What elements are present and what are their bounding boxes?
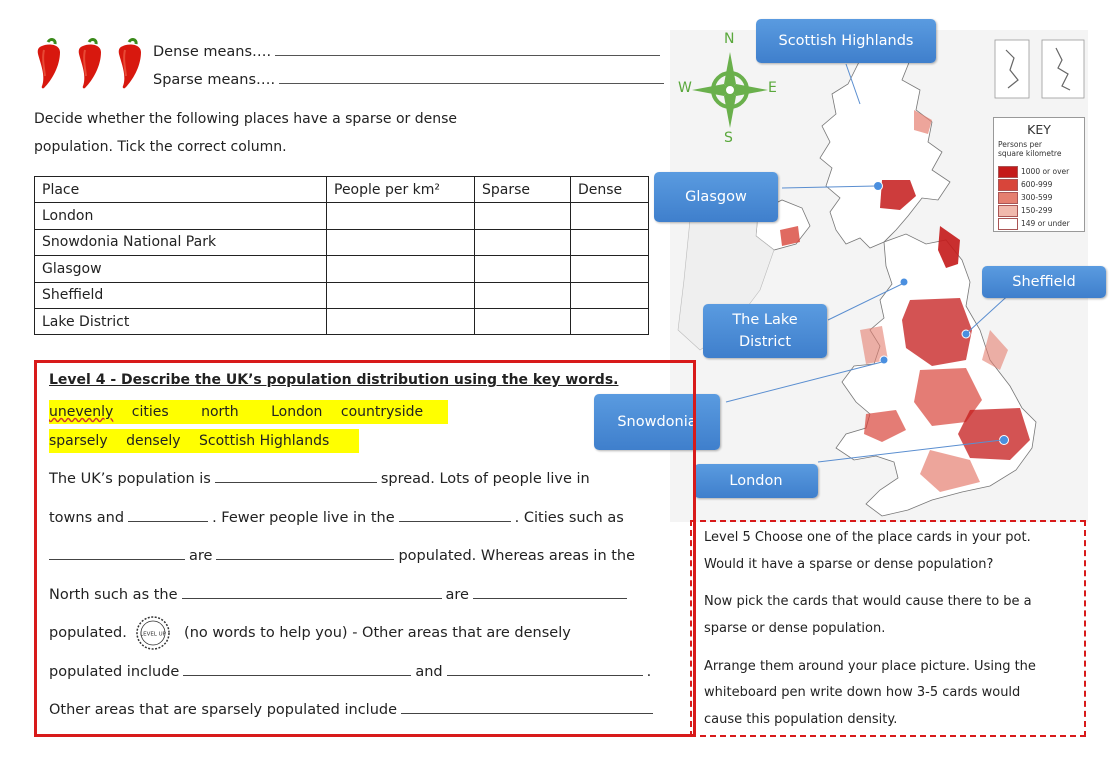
sparse-cell[interactable] xyxy=(475,308,571,334)
place-cell: Sheffield xyxy=(35,282,327,308)
level-5-line: Now pick the cards that would cause there to be a xyxy=(704,594,1032,609)
table-row xyxy=(35,282,649,308)
sparse-cell[interactable] xyxy=(475,203,571,229)
population-table xyxy=(34,176,649,335)
sparse-cell[interactable] xyxy=(475,229,571,255)
keyword-row-2 xyxy=(49,429,359,453)
people-cell[interactable] xyxy=(327,256,475,282)
people-cell[interactable] xyxy=(327,229,475,255)
table-header-row xyxy=(35,177,649,203)
level-4-title: Level 4 - Describe the UK’s population distribution using the key words. xyxy=(49,372,619,388)
key-title: KEY xyxy=(1027,122,1051,137)
sparse-cell[interactable] xyxy=(475,282,571,308)
level-4-task-box xyxy=(34,360,696,737)
sentence-3: are populated. Whereas areas in the xyxy=(49,548,635,564)
sentence-2: towns and . Fewer people live in the . Cities such as xyxy=(49,510,624,526)
compass-n-label: N xyxy=(724,31,735,47)
level-5-line: sparse or dense population. xyxy=(704,621,886,636)
chilli-pepper-icon xyxy=(75,38,105,90)
table-row xyxy=(35,229,649,255)
callout-lake-district[interactable]: The Lake District xyxy=(703,304,827,358)
keyword: sparsely xyxy=(49,433,108,449)
sparse-label: Sparse means…. xyxy=(153,72,276,88)
level-5-line: whiteboard pen write down how 3-5 cards would xyxy=(704,685,1021,700)
sentence-6: populated include and . xyxy=(49,664,652,680)
level-5-line: Arrange them around your place picture. Using the xyxy=(704,659,1036,674)
place-cell: London xyxy=(35,203,327,229)
sentence-7: Other areas that are sparsely populated include xyxy=(49,702,657,718)
key-row: 300-599 xyxy=(998,192,1052,204)
blank-field[interactable] xyxy=(473,587,627,599)
place-cell: Glasgow xyxy=(35,256,327,282)
sparse-definition-line[interactable] xyxy=(153,72,664,88)
dense-cell[interactable] xyxy=(571,308,649,334)
col-people-header: People per km² xyxy=(327,177,475,203)
callout-glasgow[interactable]: Glasgow xyxy=(654,172,778,222)
blank-field[interactable] xyxy=(401,702,653,714)
sparse-cell[interactable] xyxy=(475,256,571,282)
level-5-line: Level 5 Choose one of the place cards in your pot. xyxy=(704,530,1031,545)
callout-scottish-highlands[interactable]: Scottish Highlands xyxy=(756,19,936,63)
level-up-text: LEVEL UP xyxy=(140,631,167,638)
dense-cell[interactable] xyxy=(571,282,649,308)
table-row xyxy=(35,203,649,229)
key-row: 1000 or over xyxy=(998,166,1069,178)
keyword-row-1 xyxy=(49,400,448,424)
key-subtitle: Persons per square kilometre xyxy=(998,140,1062,158)
instructions xyxy=(34,105,457,161)
level-up-badge-icon xyxy=(135,615,171,651)
compass-w-label: W xyxy=(678,80,692,96)
blank-field[interactable] xyxy=(215,471,377,483)
blank-field[interactable] xyxy=(399,510,511,522)
col-dense-header: Dense xyxy=(571,177,649,203)
dense-cell[interactable] xyxy=(571,256,649,282)
callout-snowdonia[interactable]: Snowdonia xyxy=(594,394,720,450)
dense-label: Dense means…. xyxy=(153,44,272,60)
blank-field[interactable] xyxy=(49,548,185,560)
col-place-header: Place xyxy=(35,177,327,203)
keyword: densely xyxy=(126,433,181,449)
blank-field[interactable] xyxy=(182,587,442,599)
col-sparse-header: Sparse xyxy=(475,177,571,203)
people-cell[interactable] xyxy=(327,282,475,308)
people-cell[interactable] xyxy=(327,203,475,229)
compass-e-label: E xyxy=(768,80,777,96)
compass-s-label: S xyxy=(724,130,733,146)
level-5-task-box xyxy=(690,520,1086,737)
dense-cell[interactable] xyxy=(571,229,649,255)
key-row: 149 or under xyxy=(998,218,1070,230)
blank-field[interactable] xyxy=(216,548,394,560)
keyword: cities xyxy=(131,404,169,420)
sentence-1: The UK’s population is spread. Lots of people live in xyxy=(49,471,590,487)
keyword: Scottish Highlands xyxy=(198,433,330,449)
sentence-4: North such as the are xyxy=(49,587,631,603)
dense-cell[interactable] xyxy=(571,203,649,229)
chilli-pepper-icon xyxy=(34,38,64,90)
keyword: London xyxy=(271,404,323,420)
map-key xyxy=(993,117,1085,232)
key-row: 600-999 xyxy=(998,179,1052,191)
level-5-line: cause this population density. xyxy=(704,712,898,727)
chilli-pepper-icon xyxy=(115,38,145,90)
key-row: 150-299 xyxy=(998,205,1052,217)
blank-field[interactable] xyxy=(447,664,643,676)
blank-field[interactable] xyxy=(183,664,411,676)
people-cell[interactable] xyxy=(327,308,475,334)
callout-sheffield[interactable]: Sheffield xyxy=(982,266,1106,298)
sentence-5: populated. LEVEL UP (no words to help you) - Other areas that are densely xyxy=(49,615,571,651)
place-cell: Snowdonia National Park xyxy=(35,229,327,255)
keyword: countryside xyxy=(340,404,424,420)
keyword: unevenly xyxy=(49,404,114,420)
dense-definition-line[interactable] xyxy=(153,44,660,60)
table-row xyxy=(35,308,649,334)
table-row xyxy=(35,256,649,282)
callout-london[interactable]: London xyxy=(694,464,818,498)
instruction-line-2: population. Tick the correct column. xyxy=(34,139,287,155)
level-5-line: Would it have a sparse or dense population? xyxy=(704,557,994,572)
instruction-line-1: Decide whether the following places have a sparse or dense xyxy=(34,111,458,127)
keyword: north xyxy=(201,404,239,420)
blank-field[interactable] xyxy=(128,510,208,522)
place-cell: Lake District xyxy=(35,308,327,334)
